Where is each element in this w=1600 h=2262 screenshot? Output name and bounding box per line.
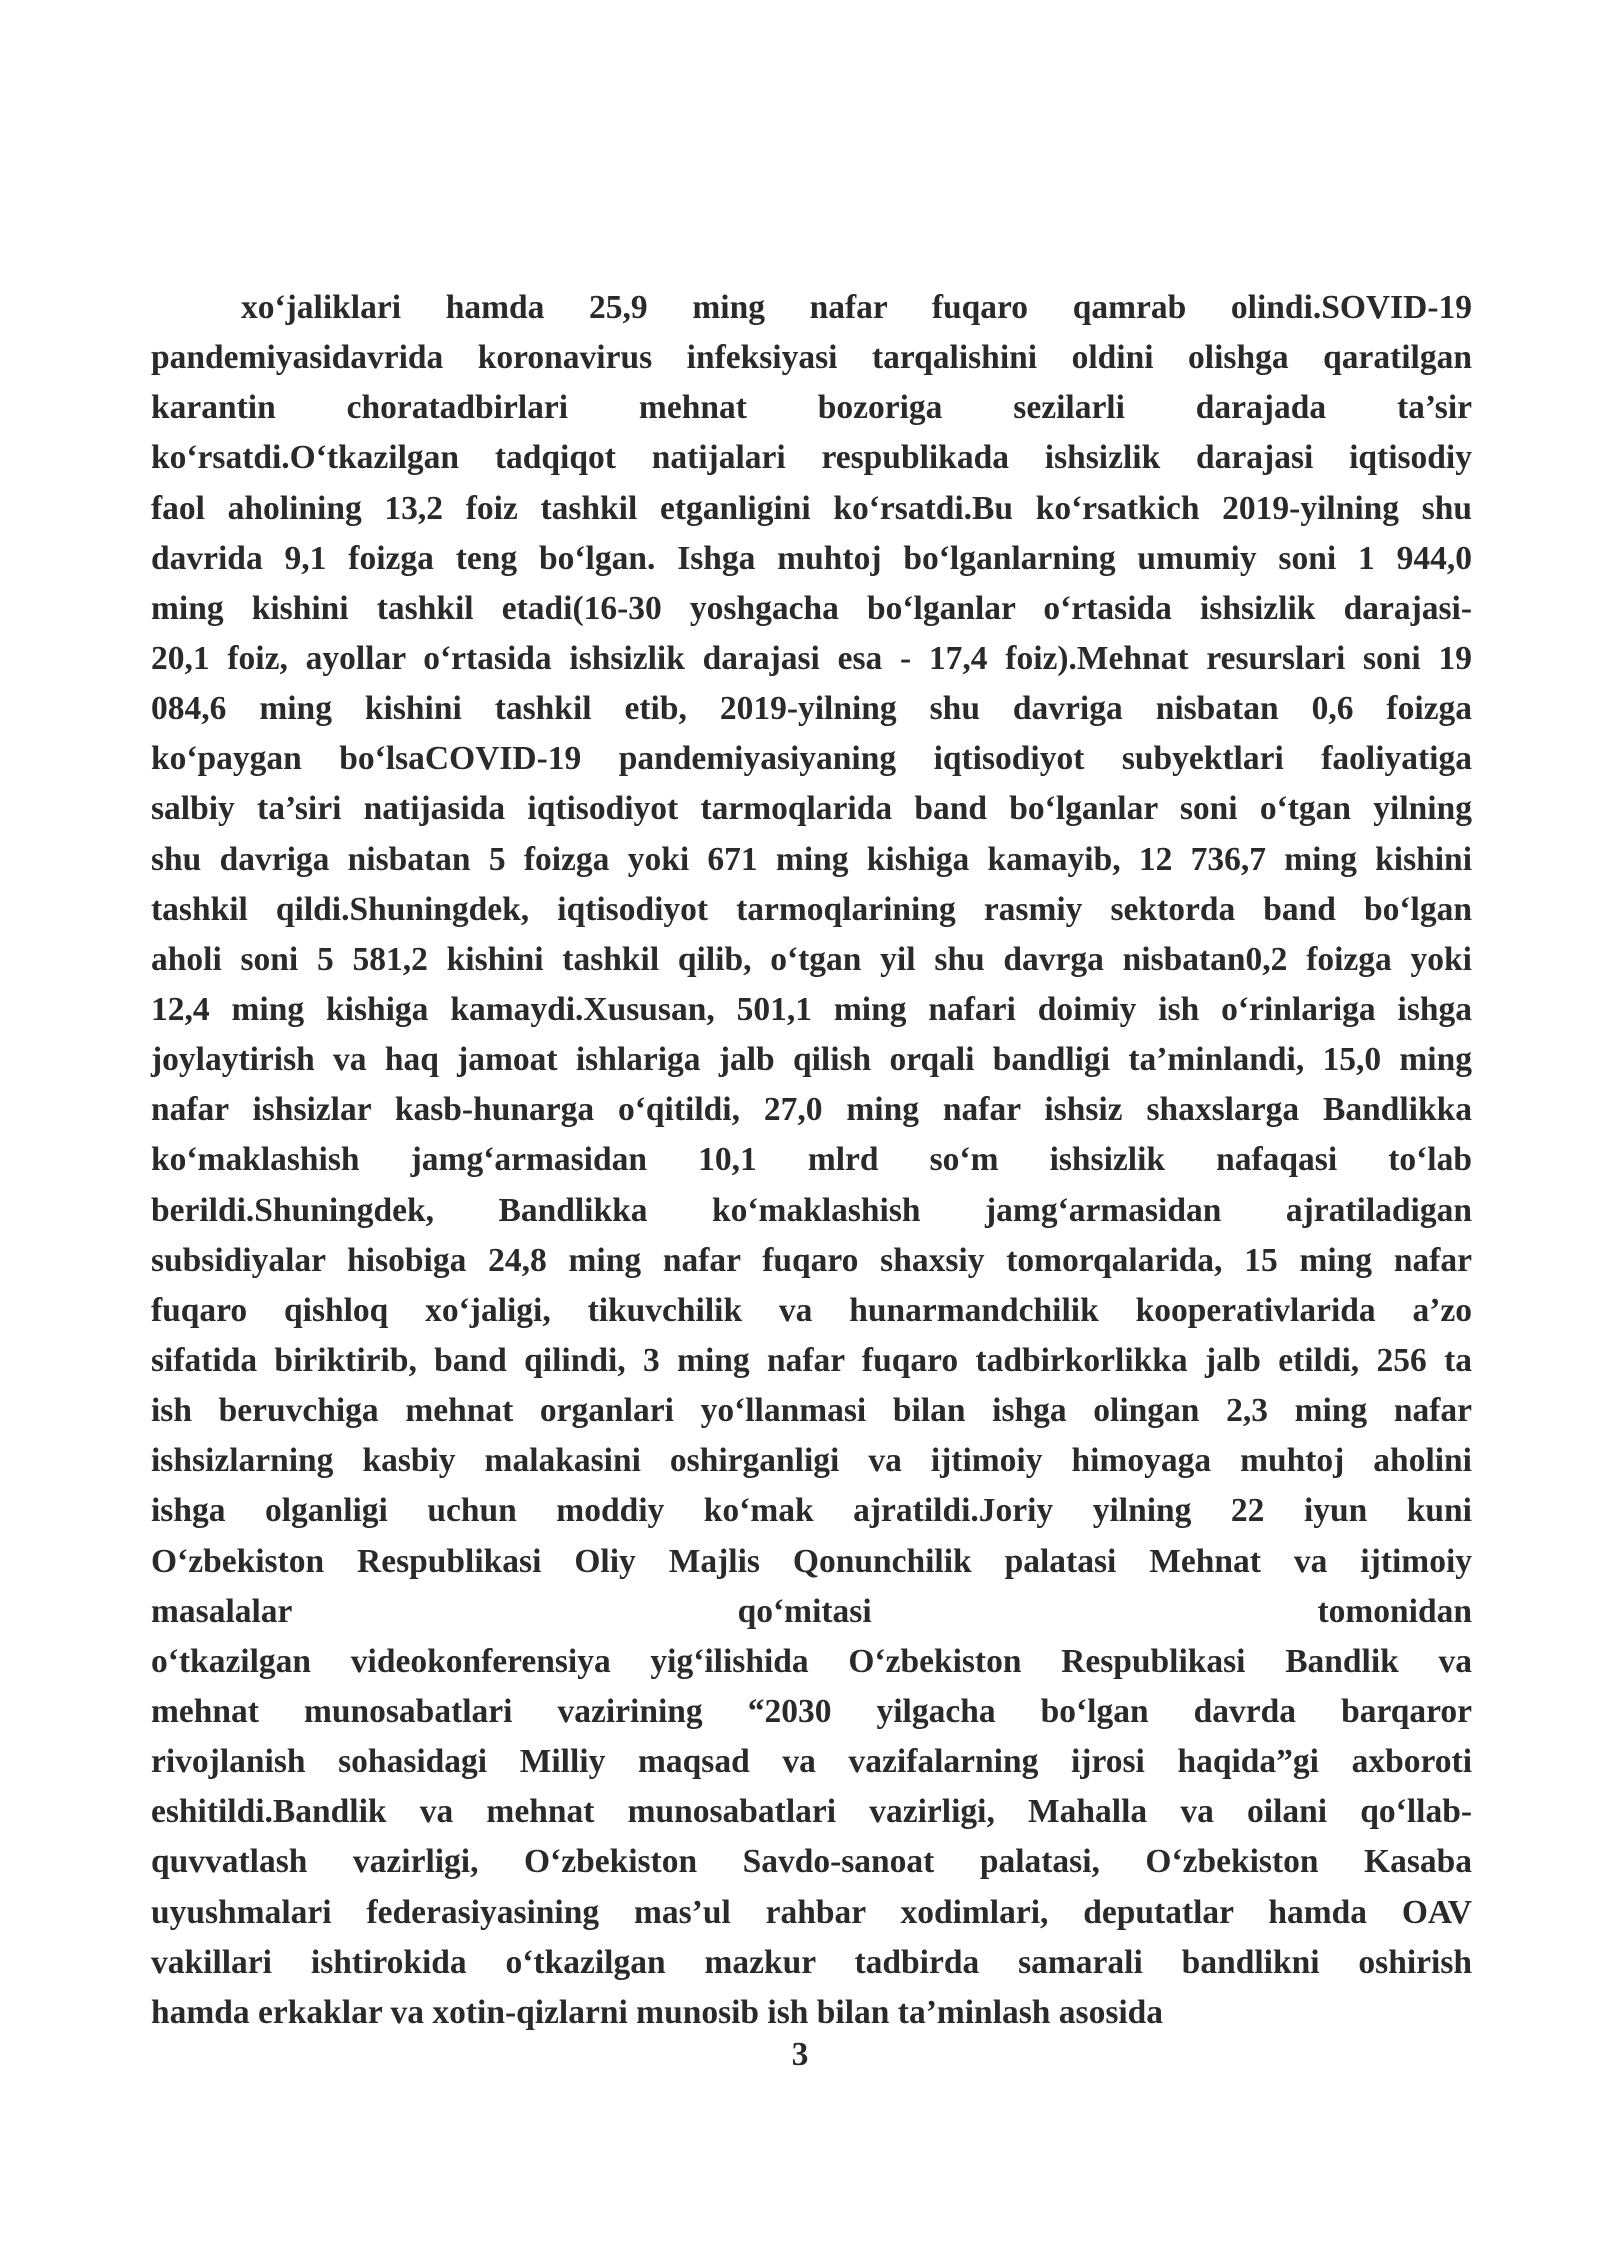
text-line: faol aholining 13,2 foiz tashkil etganligini ko‘rsatdi.Bu ko‘rsatkich 2019-yilning shu	[151, 489, 1472, 527]
text-line: ko‘rsatdi.O‘tkazilgan tadqiqot natijalari respublikada ishsizlik darajasi iqtisodiy	[151, 439, 1472, 477]
text-line: karantin choratadbirlari mehnat bozoriga sezilarli darajada ta’sir	[151, 389, 1472, 427]
text-line: joylaytirish va haq jamoat ishlariga jalb qilish orqali bandligi ta’minlandi, 15,0 ming	[151, 1041, 1472, 1079]
text-line: eshitildi.Bandlik va mehnat munosabatlari vazirligi, Mahalla va oilani qo‘llab-	[151, 1793, 1472, 1831]
text-line: 12,4 ming kishiga kamaydi.Xususan, 501,1 ming nafari doimiy ish o‘rinlariga ishga	[151, 990, 1472, 1028]
text-line: aholi soni 5 581,2 kishini tashkil qilib, o‘tgan yil shu davrga nisbatan0,2 foizga yoki	[151, 940, 1472, 978]
text-line: xo‘jaliklari hamda 25,9 ming nafar fuqaro qamrab olindi.SOVID-19	[241, 289, 1472, 326]
text-line: sifatida biriktirib, band qilindi, 3 ming nafar fuqaro tadbirkorlikka jalb etildi, 256 ta	[151, 1341, 1472, 1379]
text-line: davrida 9,1 foizga teng bo‘lgan. Ishga muhtoj bo‘lganlarning umumiy soni 1 944,0	[151, 539, 1472, 577]
text-line: uyushmalari federasiyasining mas’ul rahbar xodimlari, deputatlar hamda OAV	[151, 1893, 1472, 1931]
text-line: nafar ishsizlar kasb-hunarga o‘qitildi, 27,0 ming nafar ishsiz shaxslarga Bandlikka	[151, 1091, 1472, 1129]
text-line: mehnat munosabatlari vazirining “2030 yilgacha bo‘lgan davrda barqaror	[151, 1692, 1472, 1730]
text-line: rivojlanish sohasidagi Milliy maqsad va vazifalarning ijrosi haqida”gi axboroti	[151, 1743, 1472, 1781]
text-line: ko‘maklashish jamg‘armasidan 10,1 mlrd so‘m ishsizlik nafaqasi to‘lab	[151, 1141, 1472, 1179]
text-line: ishga olganligi uchun moddiy ko‘mak ajratildi.Joriy yilning 22 iyun kuni	[151, 1492, 1472, 1530]
text-line: o‘tkazilgan videokonferensiya yig‘ilishida O‘zbekiston Respublikasi Bandlik va	[151, 1642, 1472, 1680]
text-line: salbiy ta’siri natijasida iqtisodiyot tarmoqlarida band bo‘lganlar soni o‘tgan yilning	[151, 790, 1472, 828]
text-line: shu davriga nisbatan 5 foizga yoki 671 ming kishiga kamayib, 12 736,7 ming kishini	[151, 840, 1472, 878]
text-line: ko‘paygan bo‘lsaCOVID-19 pandemiyasiyaning iqtisodiyot subyektlari faoliyatiga	[151, 740, 1472, 778]
text-line: vakillari ishtirokida o‘tkazilgan mazkur tadbirda samarali bandlikni oshirish	[151, 1943, 1472, 1981]
text-line: ming kishini tashkil etadi(16-30 yoshgacha bo‘lganlar o‘rtasida ishsizlik darajasi-	[151, 589, 1472, 627]
text-line: ish beruvchiga mehnat organlari yo‘llanmasi bilan ishga olingan 2,3 ming nafar	[151, 1392, 1472, 1430]
text-line: O‘zbekiston Respublikasi Oliy Majlis Qonunchilik palatasi Mehnat va ijtimoiy	[151, 1542, 1472, 1580]
text-line: fuqaro qishloq xo‘jaligi, tikuvchilik va hunarmandchilik kooperativlarida a’zo	[151, 1291, 1472, 1329]
page-number: 3	[791, 2036, 809, 2073]
text-line: ishsizlarning kasbiy malakasini oshirganligi va ijtimoiy himoyaga muhtoj aholini	[151, 1442, 1472, 1480]
text-line: masalalar qo‘mitasi tomonidan	[151, 1592, 1472, 1630]
text-line: 084,6 ming kishini tashkil etib, 2019-yilning shu davriga nisbatan 0,6 foizga	[151, 690, 1472, 728]
text-line: 20,1 foiz, ayollar o‘rtasida ishsizlik darajasi esa - 17,4 foiz).Mehnat resurslari soni 19	[151, 639, 1472, 677]
text-line: berildi.Shuningdek, Bandlikka ko‘maklashish jamg‘armasidan ajratiladigan	[151, 1191, 1472, 1229]
text-line: quvvatlash vazirligi, O‘zbekiston Savdo-sanoat palatasi, O‘zbekiston Kasaba	[151, 1843, 1472, 1881]
body-paragraph	[151, 283, 1472, 2038]
text-line: subsidiyalar hisobiga 24,8 ming nafar fuqaro shaxsiy tomorqalarida, 15 ming nafar	[151, 1241, 1472, 1279]
text-line: tashkil qildi.Shuningdek, iqtisodiyot tarmoqlarining rasmiy sektorda band bo‘lgan	[151, 890, 1472, 928]
text-line: pandemiyasidavrida koronavirus infeksiyasi tarqalishini oldini olishga qaratilgan	[151, 339, 1472, 377]
text-line: hamda erkaklar va xotin-qizlarni munosib ish bilan ta’minlash asosida	[151, 1993, 1164, 2031]
